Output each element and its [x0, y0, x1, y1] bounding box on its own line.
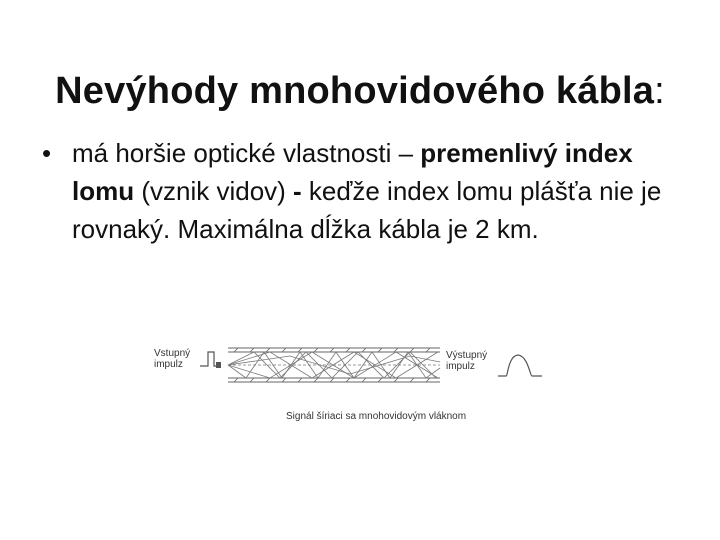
output-pulse-label [446, 350, 498, 372]
bullet-bold-1: premenlivý index lomu [72, 138, 633, 206]
input-pulse-label-line2: impulz [154, 359, 183, 370]
light-ray-paths [228, 352, 440, 378]
bullet-marker: • [42, 138, 52, 168]
slide-title-colon: : [654, 70, 665, 113]
output-pulse-label-line1: Výstupný [446, 350, 488, 361]
input-pulse-label-line1: Vstupný [154, 348, 191, 359]
slide-title [0, 65, 720, 117]
input-pulse-label [154, 348, 202, 370]
bullet-item [40, 134, 700, 248]
slide-title-text: Nevýhody mnohovidového kábla [55, 70, 655, 113]
output-pulse-icon [498, 355, 542, 376]
bullet-text-2: (vznik vidov) [134, 176, 294, 206]
bullet-list [40, 134, 700, 248]
bullet-bold-2: - [293, 176, 302, 206]
multimode-fiber-figure [150, 338, 560, 430]
bullet-text-1: má horšie optické vlastnosti – [72, 138, 421, 168]
input-pulse-icon [200, 352, 221, 368]
bullet-text-3: keďže index lomu plášťa nie je rovnaký. Maximálna dĺžka kábla je 2 km. [72, 176, 662, 244]
output-pulse-label-line2: impulz [446, 361, 475, 372]
figure-caption: Signál šíriaci sa mnohovidovým vláknom [286, 411, 467, 422]
